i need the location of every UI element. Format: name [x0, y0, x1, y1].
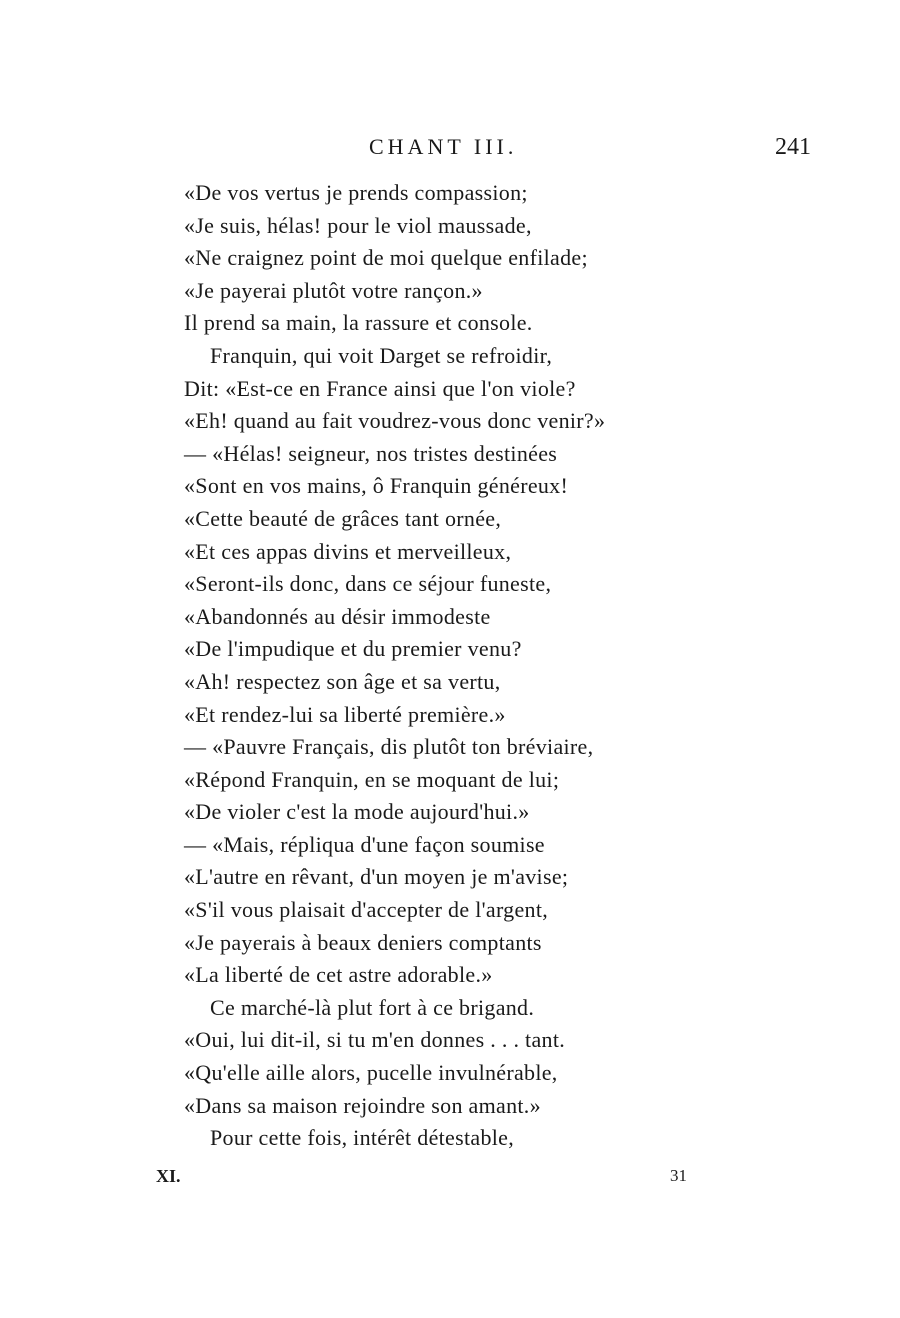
- verse-line: — «Hélas! seigneur, nos tristes destinées: [184, 440, 558, 466]
- verse-line: «Ne craignez point de moi quelque enfilade;: [184, 245, 588, 271]
- running-head: [0, 131, 900, 163]
- verse-line: «Dans sa maison rejoindre son amant.»: [184, 1092, 541, 1118]
- verse-line: «De violer c'est la mode aujourd'hui.»: [184, 799, 530, 825]
- verse-block: [184, 177, 744, 1155]
- verse-line: «L'autre en rêvant, d'un moyen je m'avise;: [184, 864, 569, 890]
- verse-line: «Et rendez-lui sa liberté première.»: [184, 701, 506, 727]
- verse-line: «Abandonnés au désir immodeste: [184, 603, 491, 629]
- verse-line: Dit: «Est-ce en France ainsi que l'on viole?: [184, 375, 576, 401]
- verse-line: «S'il vous plaisait d'accepter de l'argent,: [184, 897, 549, 923]
- verse-line: «Seront-ils donc, dans ce séjour funeste,: [184, 571, 552, 597]
- verse-line: Il prend sa main, la rassure et console.: [184, 310, 533, 336]
- verse-line: «Je payerais à beaux deniers comptants: [184, 929, 542, 955]
- verse-line: Ce marché-là plut fort à ce brigand.: [210, 994, 535, 1020]
- verse-line: «Je payerai plutôt votre rançon.»: [184, 277, 483, 303]
- verse-line: Pour cette fois, intérêt détestable,: [210, 1125, 515, 1151]
- verse-line: «Répond Franquin, en se moquant de lui;: [184, 766, 560, 792]
- page-footer: [0, 1162, 900, 1190]
- verse-line: «Cette beauté de grâces tant ornée,: [184, 505, 502, 531]
- verse-line: Franquin, qui voit Darget se refroidir,: [210, 342, 553, 368]
- gathering-number: 31: [670, 1166, 687, 1185]
- verse-line: «Qu'elle aille alors, pucelle invulnérable,: [184, 1060, 558, 1086]
- verse-line: — «Mais, répliqua d'une façon soumise: [184, 831, 545, 857]
- verse-line: «Ah! respectez son âge et sa vertu,: [184, 668, 501, 694]
- verse-line: «Eh! quand au fait voudrez-vous donc venir?»: [184, 408, 606, 434]
- signature-mark: XI.: [156, 1166, 181, 1186]
- verse-line: «Oui, lui dit-il, si tu m'en donnes . . . tant.: [184, 1027, 566, 1053]
- verse-line: «De vos vertus je prends compassion;: [184, 180, 528, 205]
- verse-line: «La liberté de cet astre adorable.»: [184, 962, 493, 988]
- verse-line: «Sont en vos mains, ô Franquin généreux!: [184, 473, 569, 499]
- page-number: 241: [775, 134, 811, 160]
- verse-line: — «Pauvre Français, dis plutôt ton bréviaire,: [184, 734, 594, 760]
- verse-line: «De l'impudique et du premier venu?: [184, 636, 522, 662]
- verse-line: «Et ces appas divins et merveilleux,: [184, 538, 512, 564]
- chapter-title: CHANT III.: [369, 134, 518, 159]
- verse-line: «Je suis, hélas! pour le viol maussade,: [184, 212, 532, 238]
